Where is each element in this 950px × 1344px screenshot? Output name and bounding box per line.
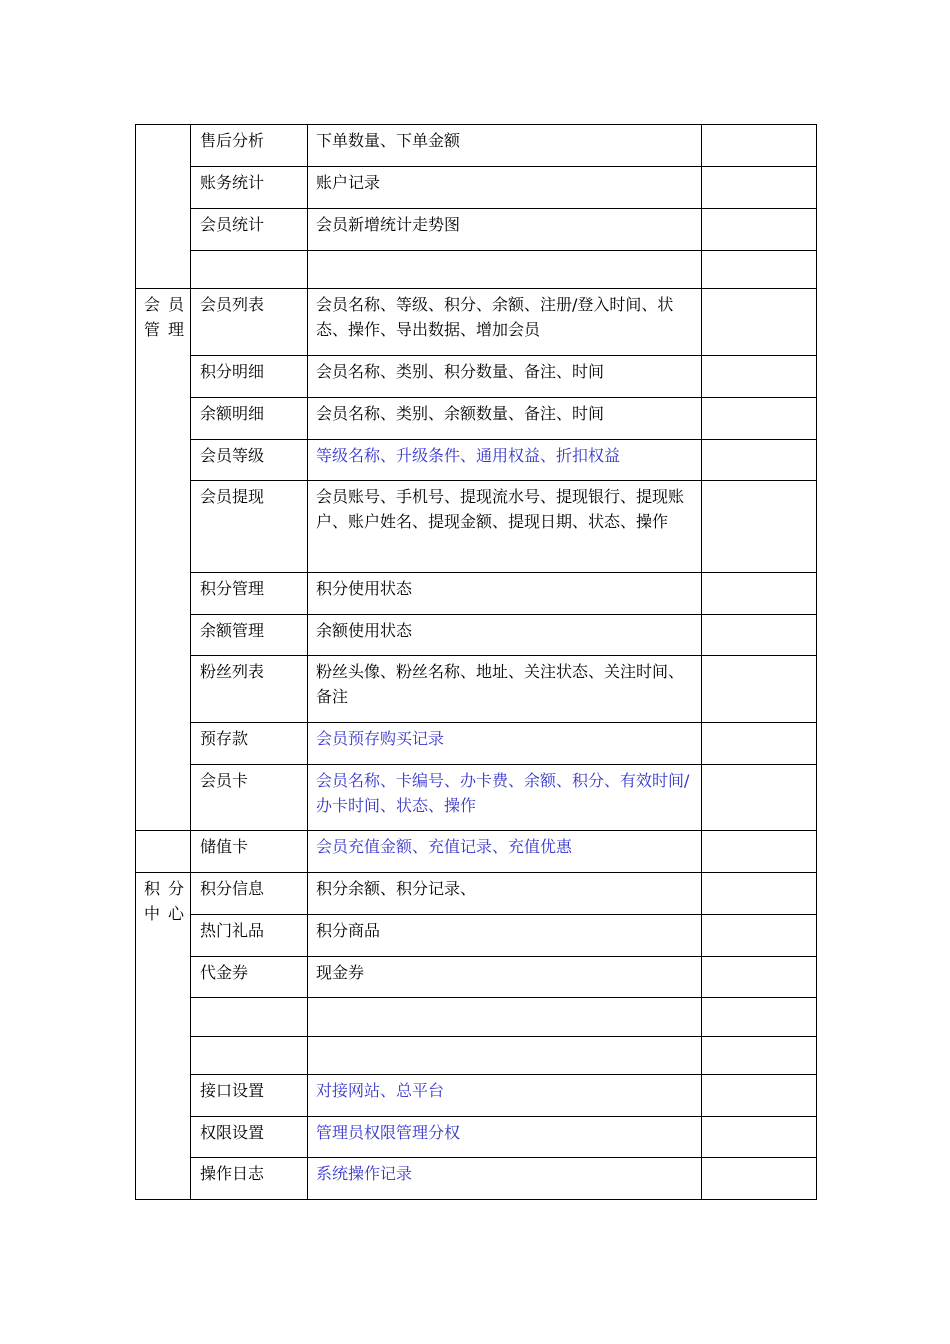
remark-cell [702, 957, 817, 998]
remark-cell [702, 831, 817, 873]
group-cell-points: 积分中心 [136, 873, 191, 1200]
module-cell: 积分管理 [191, 573, 308, 615]
remark-cell [702, 656, 817, 723]
table-row [136, 251, 817, 289]
remark-cell [702, 209, 817, 251]
module-cell: 积分信息 [191, 873, 308, 915]
remark-cell [702, 289, 817, 356]
module-cell: 接口设置 [191, 1075, 308, 1117]
fields-cell: 积分商品 [308, 915, 702, 957]
remark-cell [702, 1117, 817, 1158]
table-row [136, 831, 817, 873]
fields-cell: 对接网站、总平台 [308, 1075, 702, 1117]
group-cell-stats [136, 125, 191, 289]
remark-cell [702, 125, 817, 167]
spec-table [135, 124, 817, 1200]
remark-cell [702, 765, 817, 831]
module-cell: 热门礼品 [191, 915, 308, 957]
table-row [136, 1158, 817, 1200]
table-row [136, 481, 817, 573]
module-cell [191, 1037, 308, 1075]
module-cell: 账务统计 [191, 167, 308, 209]
fields-cell: 会员账号、手机号、提现流水号、提现银行、提现账户、账户姓名、提现金额、提现日期、状态、操作 [308, 481, 702, 573]
remark-cell [702, 1037, 817, 1075]
fields-cell: 会员预存购买记录 [308, 723, 702, 765]
module-cell: 代金券 [191, 957, 308, 998]
fields-cell: 账户记录 [308, 167, 702, 209]
remark-cell [702, 615, 817, 656]
table-row [136, 356, 817, 398]
remark-cell [702, 723, 817, 765]
fields-cell: 会员新增统计走势图 [308, 209, 702, 251]
fields-cell: 等级名称、升级条件、通用权益、折扣权益 [308, 440, 702, 481]
table-row [136, 289, 817, 356]
fields-cell: 下单数量、下单金额 [308, 125, 702, 167]
module-cell: 储值卡 [191, 831, 308, 873]
module-cell: 操作日志 [191, 1158, 308, 1200]
fields-cell: 会员充值金额、充值记录、充值优惠 [308, 831, 702, 873]
fields-cell: 会员名称、类别、余额数量、备注、时间 [308, 398, 702, 440]
table-row [136, 440, 817, 481]
table-row [136, 656, 817, 723]
remark-cell [702, 440, 817, 481]
fields-cell: 会员名称、卡编号、办卡费、余额、积分、有效时间/办卡时间、状态、操作 [308, 765, 702, 831]
fields-cell: 管理员权限管理分权 [308, 1117, 702, 1158]
table-row [136, 209, 817, 251]
remark-cell [702, 573, 817, 615]
remark-cell [702, 481, 817, 573]
table-row [136, 573, 817, 615]
module-cell: 会员统计 [191, 209, 308, 251]
fields-cell [308, 998, 702, 1037]
remark-cell [702, 398, 817, 440]
remark-cell [702, 251, 817, 289]
fields-cell: 现金券 [308, 957, 702, 998]
module-cell [191, 251, 308, 289]
module-cell: 售后分析 [191, 125, 308, 167]
fields-cell: 会员名称、类别、积分数量、备注、时间 [308, 356, 702, 398]
table-row [136, 765, 817, 831]
module-cell: 粉丝列表 [191, 656, 308, 723]
module-cell: 会员等级 [191, 440, 308, 481]
fields-cell: 余额使用状态 [308, 615, 702, 656]
module-cell: 权限设置 [191, 1117, 308, 1158]
module-cell: 会员列表 [191, 289, 308, 356]
remark-cell [702, 167, 817, 209]
table-row [136, 873, 817, 915]
table-row [136, 723, 817, 765]
module-cell: 余额管理 [191, 615, 308, 656]
module-cell: 余额明细 [191, 398, 308, 440]
module-cell [191, 998, 308, 1037]
remark-cell [702, 1075, 817, 1117]
remark-cell [702, 1158, 817, 1200]
remark-cell [702, 915, 817, 957]
fields-cell [308, 251, 702, 289]
group-cell-member: 会员管理 [136, 289, 191, 831]
table-row [136, 957, 817, 998]
module-cell: 积分明细 [191, 356, 308, 398]
table-row [136, 1037, 817, 1075]
table-row [136, 125, 817, 167]
fields-cell [308, 1037, 702, 1075]
table-row [136, 615, 817, 656]
table-row [136, 167, 817, 209]
fields-cell: 系统操作记录 [308, 1158, 702, 1200]
remark-cell [702, 998, 817, 1037]
fields-cell: 积分使用状态 [308, 573, 702, 615]
remark-cell [702, 873, 817, 915]
table-row [136, 915, 817, 957]
fields-cell: 积分余额、积分记录、 [308, 873, 702, 915]
module-cell: 预存款 [191, 723, 308, 765]
fields-cell: 会员名称、等级、积分、余额、注册/登入时间、状态、操作、导出数据、增加会员 [308, 289, 702, 356]
remark-cell [702, 356, 817, 398]
table-row [136, 1075, 817, 1117]
group-cell-storedvalue [136, 831, 191, 873]
module-cell: 会员提现 [191, 481, 308, 573]
module-cell: 会员卡 [191, 765, 308, 831]
fields-cell: 粉丝头像、粉丝名称、地址、关注状态、关注时间、备注 [308, 656, 702, 723]
table-row [136, 1117, 817, 1158]
table-row [136, 998, 817, 1037]
table-row [136, 398, 817, 440]
